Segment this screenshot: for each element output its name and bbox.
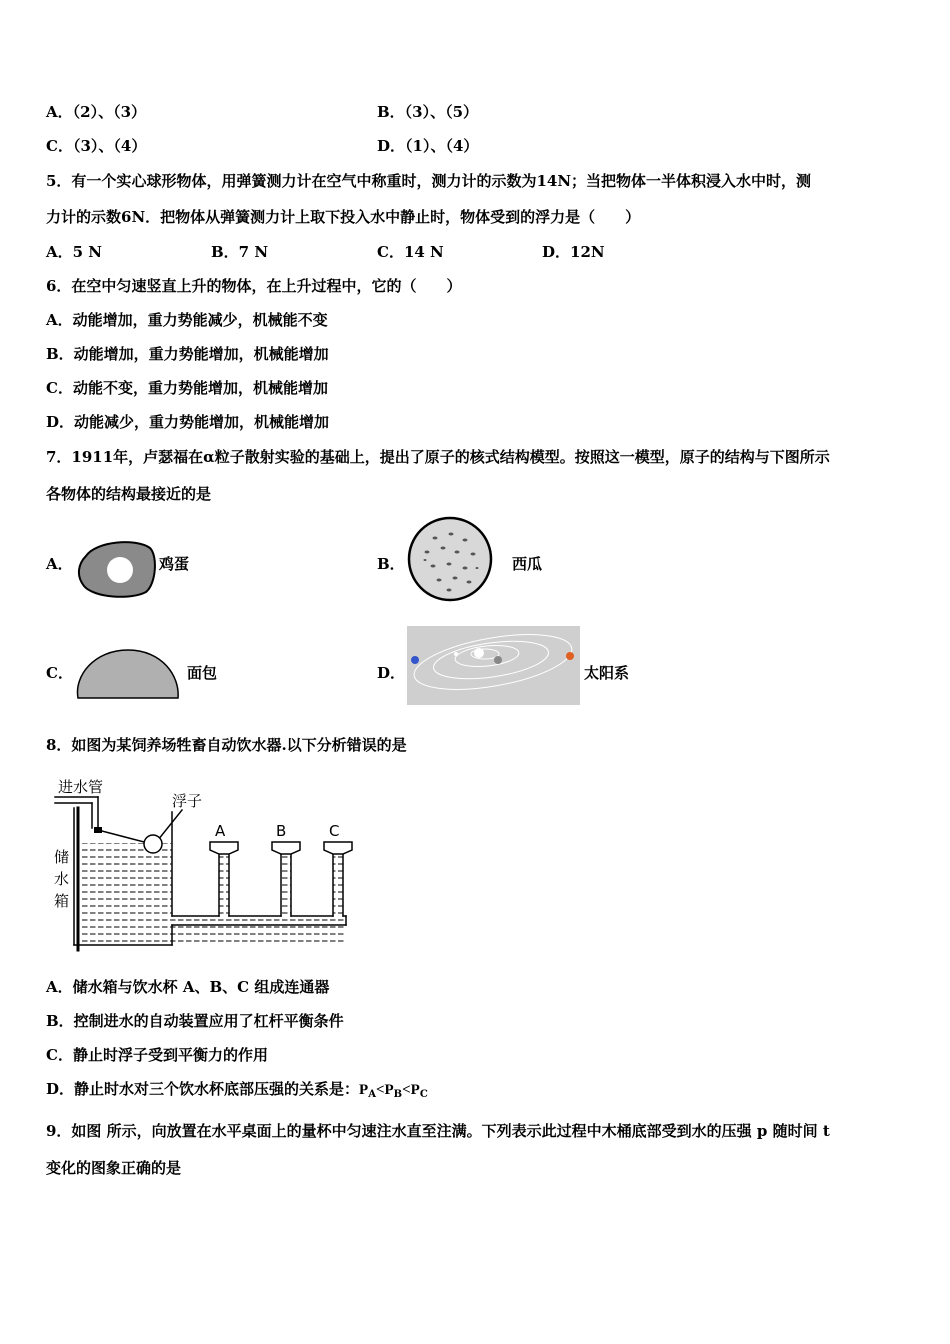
q6-option-b: B．动能增加，重力势能增加，机械能增加 — [46, 345, 329, 363]
q4-option-d: D．（1）、（4） — [377, 137, 479, 155]
q5-stem-line2: 力计的示数6N．把物体从弹簧测力计上取下投入水中静止时，物体受到的浮力是（ ） — [46, 208, 641, 226]
q8-option-b: B．控制进水的自动装置应用了杠杆平衡条件 — [46, 1012, 344, 1030]
q7-stem-line2: 各物体的结构最接近的是 — [46, 485, 212, 503]
label-float: 浮子 — [172, 792, 203, 810]
label-cup-b: B — [276, 822, 287, 840]
q5-option-d: D．12N — [542, 243, 605, 261]
q9-stem-line2: 变化的图象正确的是 — [46, 1159, 182, 1177]
label-cup-c: C — [329, 822, 340, 840]
solar-system-image — [407, 626, 580, 705]
watermelon-image — [405, 516, 495, 602]
subscript-b: B — [393, 1089, 403, 1100]
q7-option-a-label: 鸡蛋 — [159, 555, 190, 573]
egg-image — [76, 536, 158, 600]
q8-option-c: C．静止时浮子受到平衡力的作用 — [46, 1046, 268, 1064]
less-than-p-c: <P — [402, 1082, 420, 1098]
q4-option-c: C．（3）、（4） — [46, 137, 147, 155]
q6-stem: 6．在空中匀速竖直上升的物体，在上升过程中，它的（ ） — [46, 277, 462, 295]
label-cup-a: A — [215, 822, 226, 840]
q5-stem-line1: 5．有一个实心球形物体，用弹簧测力计在空气中称重时，测力计的示数为14N；当把物体一半体积浸入水中时，测 — [46, 172, 812, 190]
q6-option-c: C．动能不变，重力势能增加，机械能增加 — [46, 379, 328, 397]
label-tank-3: 箱 — [54, 892, 70, 910]
q8-option-a: A．储水箱与饮水杯 A、B、C 组成连通器 — [46, 978, 330, 996]
q8-option-d — [46, 1079, 428, 1105]
q9-stem-line1: 9．如图 所示，向放置在水平桌面上的量杯中匀速注水直至注满。下列表示此过程中木桶底部受到水的压强 p 随时间 t — [46, 1122, 830, 1140]
q7-option-d-letter: D． — [377, 664, 406, 682]
q7-option-b-letter: B． — [377, 555, 405, 573]
bread-image — [74, 646, 182, 702]
subscript-c: C — [419, 1089, 428, 1100]
q7-option-c-label: 面包 — [187, 664, 218, 682]
q6-option-a: A．动能增加，重力势能减少，机械能不变 — [46, 311, 328, 329]
q7-option-a-letter: A． — [46, 555, 73, 573]
q7-option-c-letter: C． — [46, 664, 73, 682]
q6-option-d: D．动能减少，重力势能增加，机械能增加 — [46, 413, 330, 431]
q5-option-b: B．7 N — [211, 243, 269, 261]
q8-stem: 8．如图为某饲养场牲畜自动饮水器.以下分析错误的是 — [46, 736, 407, 754]
label-inlet-pipe: 进水管 — [58, 778, 104, 796]
q7-option-d-label: 太阳系 — [584, 664, 630, 682]
less-than-p-b: <P — [375, 1082, 394, 1098]
water-dispenser-diagram — [50, 770, 360, 955]
q7-stem-line1: 7．1911年，卢瑟福在α粒子散射实验的基础上，提出了原子的核式结构模型。按照这一模型，原子的结构与下图所示 — [46, 448, 830, 466]
q7-option-b-label: 西瓜 — [512, 555, 543, 573]
q4-option-a: A．（2）、（3） — [46, 103, 147, 121]
q5-option-c: C．14 N — [377, 243, 444, 261]
q5-option-a: A．5 N — [46, 243, 103, 261]
q4-option-b: B．（3）、（5） — [377, 103, 479, 121]
q8-option-d-prefix: D．静止时水对三个饮水杯底部压强的关系是： — [46, 1080, 360, 1098]
label-tank-2: 水 — [54, 870, 70, 888]
pressure-p-a: P — [359, 1082, 369, 1098]
label-tank-1: 储 — [54, 848, 70, 866]
subscript-a: A — [368, 1089, 376, 1100]
